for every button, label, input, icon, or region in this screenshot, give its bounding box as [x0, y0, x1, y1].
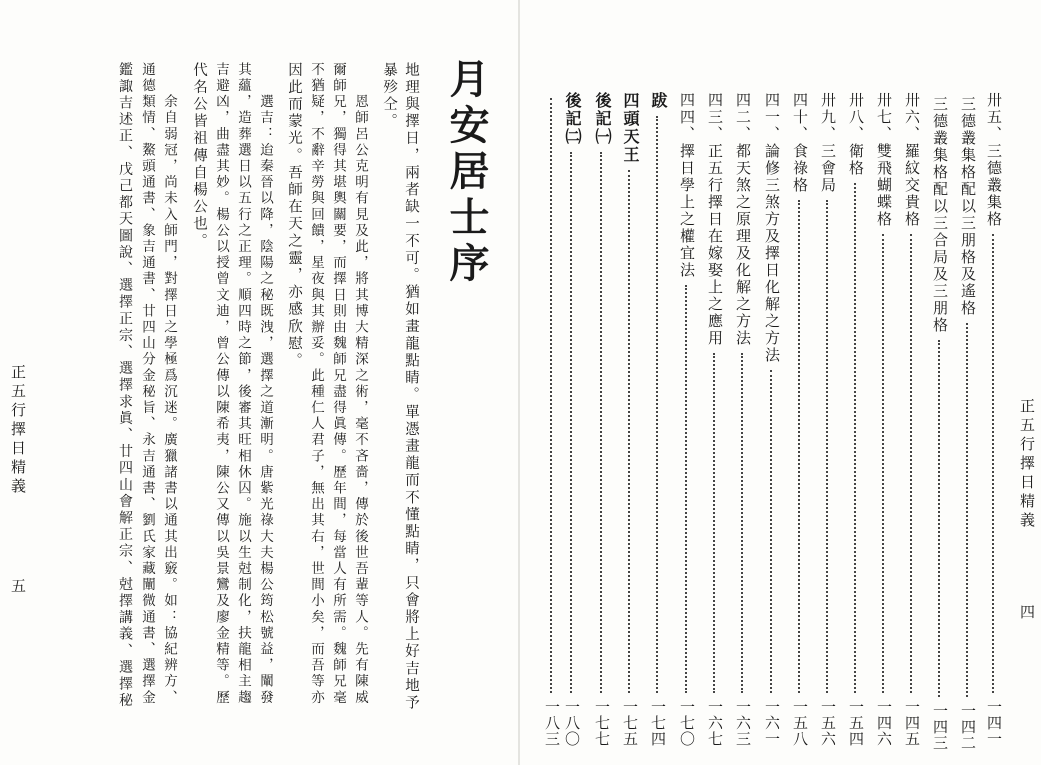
toc-page-number: 一八〇 — [563, 699, 581, 747]
toc-leader-dots — [685, 285, 687, 693]
toc-entry — [675, 92, 699, 747]
toc-leader-dots — [741, 353, 743, 693]
running-head-left: 正五行擇日精義 — [9, 364, 27, 497]
toc-entry-title: 卅九、三會局 — [819, 92, 837, 194]
toc-leader-dots — [826, 200, 828, 693]
preface-column: 暴殄仝。 — [381, 62, 397, 131]
toc-leader-dots — [798, 200, 800, 693]
toc-entry-title: 四一、論修三煞方及擇日化解之方法 — [763, 92, 781, 364]
toc-entry — [590, 92, 614, 747]
toc-entry-title: 卅八、衛格 — [847, 92, 865, 177]
toc-entry-title: 三德叢集格配以三合局及三朋格 — [931, 96, 949, 334]
toc-page-number: 一五八 — [791, 699, 809, 747]
toc-page-number: 一六三 — [734, 699, 752, 747]
toc-leader-dots — [713, 353, 715, 693]
toc-entry — [900, 92, 924, 747]
toc-page-number: 一五四 — [847, 699, 865, 747]
toc-entry — [646, 92, 670, 747]
toc-entry — [982, 92, 1006, 747]
toc-entry — [731, 92, 755, 747]
toc-entry-title: 跋 — [649, 92, 668, 110]
book-gutter — [518, 0, 520, 765]
preface-column: 選吉：迨秦晉以降，陰陽之秘既洩，選擇之道漸明。唐紫光祿大夫楊公筠松號益，闡發 — [257, 62, 273, 706]
preface-column: 代名公皆祖傳自楊公也。 — [191, 62, 207, 251]
preface-column: 吉避凶，曲盡其妙。楊公以授曾文迪，曾公傳以陳希夷，陳公又傳以吳景鸞及廖金精等。歷 — [213, 62, 229, 706]
toc-page-number: 一四六 — [875, 699, 893, 747]
preface-column: 鑑諏吉述正、戊己都天圖說、選擇正宗、選擇求眞、廿四山會解正宗、尅擇講義、選擇秘 — [117, 62, 133, 710]
toc-page-number: 一六一 — [763, 699, 781, 747]
toc-leader-dots — [882, 234, 884, 693]
page-number-right: 四 — [1018, 604, 1036, 619]
toc-leader-dots — [656, 116, 658, 693]
toc-leader-dots — [854, 183, 856, 693]
toc-page-number: 一七七 — [593, 699, 611, 747]
running-head-right: 正五行擇日精義 — [1018, 398, 1036, 531]
toc-entry-title: 四四、擇日學上之權宜法 — [678, 92, 696, 279]
toc-leader-dots — [570, 152, 572, 693]
toc-entry-title: 卅六、羅紋交貴格 — [903, 92, 921, 228]
preface-column: 通德類情、鰲頭通書、象吉通書、廿四山分金秘旨、永吉通書、劉氏家藏闡微通書、選擇金 — [139, 62, 155, 706]
toc-entry — [872, 92, 896, 747]
toc-entry — [703, 92, 727, 747]
toc-leader-dots — [966, 323, 968, 697]
toc-page-number: 一五六 — [819, 699, 837, 747]
toc-entry-title: 四二、都天煞之原理及化解之方法 — [734, 92, 752, 347]
toc-entry — [844, 92, 868, 747]
toc-leader-dots — [770, 370, 772, 693]
preface-title: 月安居士序 — [443, 58, 490, 288]
preface-column: 因此而蒙光。吾師在天之靈，亦感欣慰。 — [286, 62, 302, 370]
toc-entry-title: 卅五、三德叢集格 — [985, 92, 1003, 228]
toc-page-number: 一六七 — [706, 699, 724, 747]
toc-entry — [540, 92, 564, 747]
toc-entry-title: 三德叢集格配以三朋格及遙格 — [959, 96, 977, 317]
toc-page-number: 一四一 — [985, 699, 1003, 747]
toc-entry — [928, 96, 952, 751]
toc-leader-dots — [628, 170, 630, 693]
toc-page-number: 一七五 — [621, 699, 639, 747]
toc-page-number: 一四二 — [959, 703, 977, 751]
toc-page-number: 一八三 — [543, 699, 561, 747]
toc-entry — [816, 92, 840, 747]
toc-entry-title: 四三、正五行擇日在嫁娶上之應用 — [706, 92, 724, 347]
toc-entry — [788, 92, 812, 747]
preface-column: 爾師兄，獨得其堪輿關要，而擇日則由魏師兄盡得眞傳。歷年間，每當人有所需。魏師兄毫 — [330, 62, 346, 706]
toc-page-number: 一七四 — [649, 699, 667, 747]
toc-leader-dots — [992, 234, 994, 693]
preface-column: 余自弱冠，尚未入師門，對擇日之學極爲沉迷。廣獵諸書以通其出竅。如：協紀辨方、 — [161, 62, 177, 706]
toc-leader-dots — [600, 152, 602, 693]
toc-leader-dots — [938, 340, 940, 697]
toc-page-number: 一四三 — [931, 703, 949, 751]
preface-column: 地理與擇日，兩者缺一不可。猶如畫龍點睛。單憑畫龍而不懂點睛，只會將上好吉地予 — [403, 62, 419, 712]
toc-entry-title: 後記㈡ — [563, 92, 582, 146]
page-number-left: 五 — [9, 578, 27, 593]
toc-entry-title: 四頭天王 — [621, 92, 640, 164]
toc-entry — [618, 92, 642, 747]
toc-entry — [956, 96, 980, 751]
preface-column: 恩師呂公克明有見及此，將其博大精深之術，毫不吝嗇，傳於後世吾輩等人。先有陳威 — [352, 62, 368, 706]
toc-page-number: 一四五 — [903, 699, 921, 747]
toc-page-number: 一七〇 — [678, 699, 696, 747]
toc-leader-dots — [550, 98, 552, 693]
preface-column: 不猶疑，不辭辛勞與回饋，星夜與其辦妥。此種仁人君子，無出其右，世間小矣，而吾等亦 — [308, 62, 324, 706]
toc-entry-title: 卅七、雙飛蝴蝶格 — [875, 92, 893, 228]
preface-column: 其蘊，造葬選日以五行之正理。順四時之節，後審其旺相休囚。施以生尅制化，扶龍相主趨 — [235, 62, 251, 706]
toc-entry — [760, 92, 784, 747]
toc-entry-title: 四十、食祿格 — [791, 92, 809, 194]
toc-leader-dots — [910, 234, 912, 693]
toc-entry-title: 後記㈠ — [593, 92, 612, 146]
